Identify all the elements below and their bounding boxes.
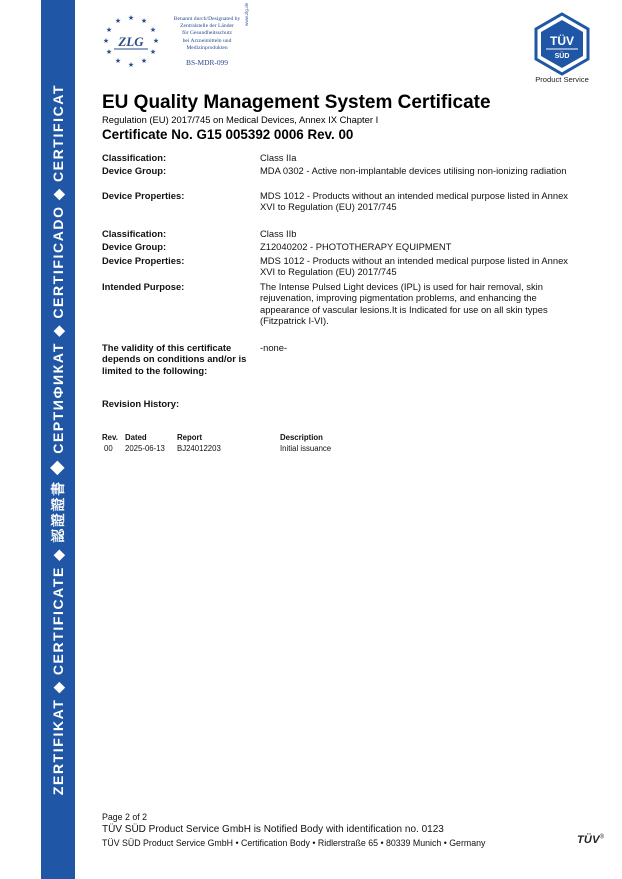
table-row-rev: 00 <box>104 444 113 453</box>
svg-text:★: ★ <box>127 14 135 22</box>
zlg-line-2: Zentralstelle der Länder <box>180 23 234 30</box>
registered-mark: ® <box>599 834 605 841</box>
zlg-line-5: Medizinprodukten <box>186 44 228 51</box>
zlg-designation-logo <box>98 2 249 70</box>
rev-column-header: Rev. <box>102 433 118 442</box>
device-group-label: Device Group: <box>102 165 167 176</box>
svg-text:★: ★ <box>149 48 157 56</box>
zlg-line-3: für Gesundheitsschutz <box>182 30 232 37</box>
svg-text:★: ★ <box>105 26 113 34</box>
svg-text:★: ★ <box>149 26 157 34</box>
svg-text:★: ★ <box>105 48 113 56</box>
certificate-sidebar-band <box>41 0 75 879</box>
zlg-designation-code: BS-MDR-099 <box>186 58 228 67</box>
zlg-stars-emblem-icon <box>98 12 164 70</box>
zlg-designation-text <box>168 16 246 52</box>
sidebar-multilingual-text: ZERTIFIKAT ◆ CERTIFICATE ◆ 認證證書 ◆ СЕРТИФИКАТ ◆ CERTIFICADO ◆ CERTIFICAT <box>50 83 66 796</box>
device-group-value: MDA 0302 - Active non-implantable devices utilising non-ionizing radiation <box>260 165 567 176</box>
device-properties-value: MDS 1012 - Products without an intended medical purpose listed in Annex XVI to Regulation (EU) 2017/745 <box>260 190 568 213</box>
svg-text:★: ★ <box>114 17 122 25</box>
device-properties-label: Device Properties: <box>102 190 185 201</box>
report-column-header: Report <box>177 433 203 442</box>
page-number: Page 2 of 2 <box>102 812 147 822</box>
svg-text:★: ★ <box>152 37 160 45</box>
device-properties-label: Device Properties: <box>102 255 185 266</box>
certificate-regulation: Regulation (EU) 2017/745 on Medical Devices, Annex IX Chapter I <box>102 114 379 125</box>
tuv-logo-brand: TÜV <box>550 34 574 48</box>
zlg-line-4: bei Arzneimitteln und <box>182 37 232 44</box>
table-row-report: BJ24012203 <box>177 444 221 453</box>
classification-value: Class IIa <box>260 152 297 163</box>
svg-text:★: ★ <box>127 61 135 69</box>
notified-body-statement: TÜV SÜD Product Service GmbH is Notified Body with identification no. 0123 <box>102 824 444 835</box>
certificate-number: Certificate No. G15 005392 0006 Rev. 00 <box>102 127 354 142</box>
classification-label: Classification: <box>102 152 167 163</box>
dated-column-header: Dated <box>125 433 147 442</box>
svg-text:★: ★ <box>102 37 110 45</box>
svg-text:★: ★ <box>114 57 122 65</box>
device-group-value: Z12040202 - PHOTOTHERAPY EQUIPMENT <box>260 241 452 252</box>
issuer-address: TÜV SÜD Product Service GmbH • Certification Body • Ridlerstraße 65 • 80339 Munich • Germany <box>102 838 486 848</box>
classification-value: Class IIb <box>260 228 297 239</box>
validity-label: The validity of this certificate depends on conditions and/or is limited to the following: <box>102 342 247 376</box>
intended-purpose-label: Intended Purpose: <box>102 281 185 292</box>
zlg-url: www.zlg.de <box>244 2 249 26</box>
svg-text:★: ★ <box>140 17 148 25</box>
intended-purpose-value: The Intense Pulsed Light devices (IPL) is used for hair removal, skin rejuvenation, improving pigmentation problems, and enhancing the appearance of vascular lesions.It is Indicated for use on all skin types (Fitzpatrick I-VI). <box>260 281 548 327</box>
tuv-footer-brand: TÜV <box>577 834 600 846</box>
tuv-logo-sub: SÜD <box>554 53 570 60</box>
validity-value: -none- <box>260 342 288 353</box>
table-row-description: Initial issuance <box>280 444 332 453</box>
table-row-dated: 2025-06-13 <box>125 444 165 453</box>
tuv-product-service-label: Product Service <box>535 75 589 84</box>
device-group-label: Device Group: <box>102 241 167 252</box>
certificate-title: EU Quality Management System Certificate <box>102 92 491 113</box>
device-properties-value: MDS 1012 - Products without an intended medical purpose listed in Annex XVI to Regulation (EU) 2017/745 <box>260 255 568 278</box>
classification-label: Classification: <box>102 228 167 239</box>
svg-text:★: ★ <box>140 57 148 65</box>
zlg-monogram: ZLG <box>118 34 144 49</box>
zlg-line-1: Benannt durch/Designated by <box>173 16 241 22</box>
description-column-header: Description <box>280 433 323 442</box>
revision-history-title: Revision History: <box>102 398 180 409</box>
tuv-footer-logo <box>577 834 604 846</box>
